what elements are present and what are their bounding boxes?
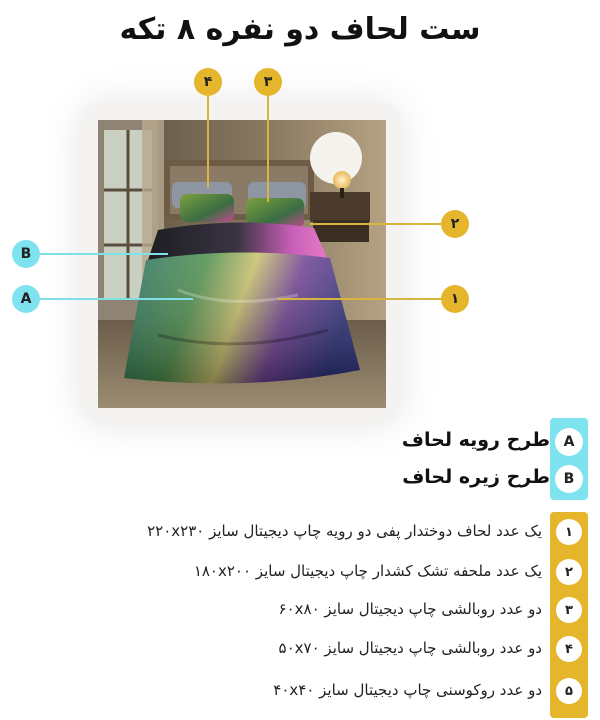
legend-label-a: طرح رویه لحاف: [401, 429, 550, 451]
item-badge-4: ۴: [556, 636, 582, 662]
page-title: ست لحاف دو نفره ۸ تکه: [119, 12, 481, 47]
item-text-4: دو عدد روبالشی چاپ دیجیتال سایز ۵۰x۷۰: [278, 639, 542, 657]
item-badge-2: ۲: [556, 559, 582, 585]
callout-badge-a: A: [12, 285, 40, 313]
product-photo: [98, 120, 386, 408]
callout-badge-2: ۲: [441, 210, 469, 238]
item-text-2: یک عدد ملحفه تشک کشدار چاپ دیجیتال سایز ۱۸۰x۲۰۰: [193, 562, 542, 580]
item-text-1: یک عدد لحاف دوختدار پفی دو رویه چاپ دیجیتال سایز ۲۲۰x۲۳۰: [147, 522, 542, 540]
callout-line-4: [207, 94, 209, 188]
callout-line-a: [38, 298, 193, 300]
callout-badge-4: ۴: [194, 68, 222, 96]
item-text-5: دو عدد روکوسنی چاپ دیجیتال سایز ۴۰x۴۰: [273, 681, 542, 699]
callout-line-1: [278, 298, 444, 300]
callout-line-3: [267, 94, 269, 202]
item-text-3: دو عدد روبالشی چاپ دیجیتال سایز ۶۰x۸۰: [278, 600, 542, 618]
bed-illustration: [98, 120, 386, 408]
callout-line-2: [310, 223, 444, 225]
item-badge-5: ۵: [556, 678, 582, 704]
legend-badge-b: B: [555, 465, 583, 493]
callout-line-b: [38, 253, 168, 255]
callout-badge-1: ۱: [441, 285, 469, 313]
legend-label-b: طرح زیره لحاف: [402, 466, 550, 488]
callout-badge-b: B: [12, 240, 40, 268]
callout-badge-3: ۳: [254, 68, 282, 96]
item-badge-1: ۱: [556, 519, 582, 545]
item-badge-3: ۳: [556, 597, 582, 623]
legend-badge-a: A: [555, 428, 583, 456]
